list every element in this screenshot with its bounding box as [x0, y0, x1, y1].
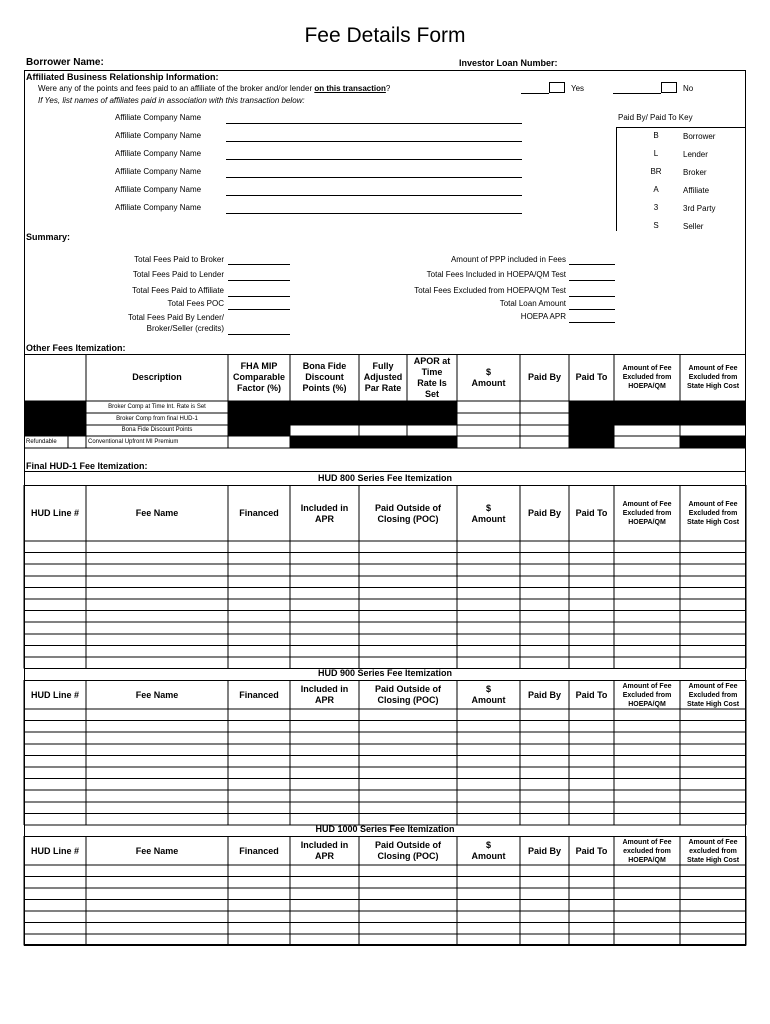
key-name: 3rd Party [683, 204, 716, 213]
summary-left-label: Total Fees Paid By Lender/ [127, 313, 224, 322]
affiliate-company-label: Affiliate Company Name [115, 113, 202, 122]
summary-left-label: Total Fees POC [167, 299, 224, 308]
key-code: S [653, 221, 659, 230]
key-name: Seller [683, 222, 704, 231]
excluded-hoepa-header: Amount of Fee Excluded from HOEPA/QM [622, 501, 672, 526]
summary-left-label: Total Fees Paid to Broker [134, 255, 224, 264]
excluded-state-header: Amount of Fee Excluded from State High Cost [686, 682, 740, 708]
col-description: Description [132, 372, 182, 382]
summary-right-label: Amount of PPP included in Fees [450, 255, 566, 264]
other-fees-heading: Other Fees Itemization: [26, 343, 126, 353]
poc-header: Paid Outside of Closing (POC) [374, 840, 441, 861]
summary-right-label: HOEPA APR [520, 312, 566, 321]
hud-line-header: HUD Line # [30, 689, 79, 700]
key-name: Affiliate [683, 186, 710, 195]
hud1000-title: HUD 1000 Series Fee Itemization [315, 824, 455, 834]
excluded-state-header: Amount of Fee excluded from State High Cost [686, 838, 740, 864]
affiliate-company-label: Affiliate Company Name [115, 167, 202, 176]
key-name: Borrower [683, 132, 716, 141]
hud-line-header: HUD Line # [30, 508, 79, 518]
included-apr-header: Included in APR [300, 840, 349, 861]
col-bona-fide: Bona Fide Discount Points (%) [302, 361, 347, 393]
borrower-name-label: Borrower Name: [26, 57, 104, 68]
no-label: No [683, 84, 694, 93]
paid-to-header: Paid To [575, 508, 608, 518]
poc-header: Paid Outside of Closing (POC) [374, 684, 441, 705]
yes-label: Yes [571, 84, 585, 93]
affiliated-heading: Affiliated Business Relationship Information: [26, 72, 219, 82]
affiliate-company-label: Affiliate Company Name [115, 131, 202, 140]
col-apor: APOR at Time Rate Is Set [413, 355, 451, 399]
final-hud-heading: Final HUD-1 Fee Itemization: [26, 461, 148, 471]
col-excluded-hoepa: Amount of Fee Excluded from HOEPA/QM [622, 365, 672, 390]
col-paid-to: Paid To [575, 372, 608, 382]
hud900-title: HUD 900 Series Fee Itemization [317, 668, 453, 678]
summary-left-label: Total Fees Paid to Affiliate [132, 286, 224, 295]
key-code: BR [650, 167, 662, 176]
amount-header: $ Amount [471, 840, 506, 861]
amount-header: $ Amount [471, 502, 506, 524]
affiliate-instruction: If Yes, list names of affiliates paid in association with this transaction below: [38, 96, 305, 105]
col-amount: $ Amount [471, 366, 506, 388]
poc-header: Paid Outside of Closing (POC) [374, 502, 441, 524]
other-fee-row: Bona Fide Discount Points [121, 427, 193, 433]
col-fha-mip: FHA MIP Comparable Factor (%) [232, 361, 285, 393]
fee-name-header: Fee Name [135, 845, 179, 856]
col-paid-by: Paid By [527, 372, 561, 382]
other-fee-row: Broker Comp from final HUD-1 [116, 416, 198, 422]
paid-by-header: Paid By [527, 508, 561, 518]
summary-right-label: Total Fees Excluded from HOEPA/QM Test [414, 286, 566, 295]
page-title: Fee Details Form [304, 24, 466, 47]
amount-header: $ Amount [471, 684, 506, 705]
included-apr-header: Included in APR [300, 684, 349, 705]
key-name: Broker [683, 168, 707, 177]
paid-to-header: Paid To [575, 689, 608, 700]
other-fee-row: Broker Comp at Time Int. Rate is Set [108, 404, 206, 410]
affiliate-company-label: Affiliate Company Name [115, 185, 202, 194]
hud-line-header: HUD Line # [30, 845, 79, 856]
affiliate-company-label: Affiliate Company Name [115, 203, 202, 212]
excluded-hoepa-header: Amount of Fee excluded from HOEPA/QM [622, 838, 672, 864]
summary-right-label: Total Loan Amount [499, 299, 566, 308]
fee-name-header: Fee Name [135, 689, 179, 700]
hud800-title: HUD 800 Series Fee Itemization [317, 473, 453, 483]
financed-header: Financed [239, 845, 279, 856]
paid-by-header: Paid By [527, 845, 561, 856]
other-fee-row: Conventional Upfront MI Premium [88, 439, 179, 445]
col-fully-adjusted: Fully Adjusted Par Rate [363, 361, 403, 393]
investor-loan-label: Investor Loan Number: [459, 58, 558, 68]
excluded-state-header: Amount of Fee Excluded from State High Cost [686, 501, 740, 526]
financed-header: Financed [239, 689, 279, 700]
financed-header: Financed [239, 508, 279, 518]
summary-left-label: Total Fees Paid to Lender [132, 270, 224, 279]
key-code: B [653, 131, 659, 140]
paid-to-header: Paid To [575, 845, 608, 856]
paid-by-header: Paid By [527, 689, 561, 700]
affiliate-company-label: Affiliate Company Name [115, 149, 202, 158]
fee-name-header: Fee Name [135, 508, 179, 518]
key-title: Paid By/ Paid To Key [618, 113, 693, 122]
key-code: 3 [653, 203, 659, 212]
summary-right-label: Total Fees Included in HOEPA/QM Test [426, 270, 566, 279]
included-apr-header: Included in APR [300, 502, 349, 524]
key-code: L [653, 149, 659, 158]
col-excluded-state: Amount of Fee Excluded from State High Cost [686, 365, 740, 390]
affiliate-question: Were any of the points and fees paid to an affiliate of the broker and/or lender on this transaction? [38, 84, 391, 93]
refundable-label: Refundable [26, 439, 57, 445]
key-name: Lender [683, 150, 708, 159]
summary-heading: Summary: [26, 232, 71, 242]
excluded-hoepa-header: Amount of Fee Excluded from HOEPA/QM [622, 682, 672, 708]
summary-left-label: Broker/Seller (credits) [146, 324, 224, 333]
key-code: A [653, 185, 659, 194]
